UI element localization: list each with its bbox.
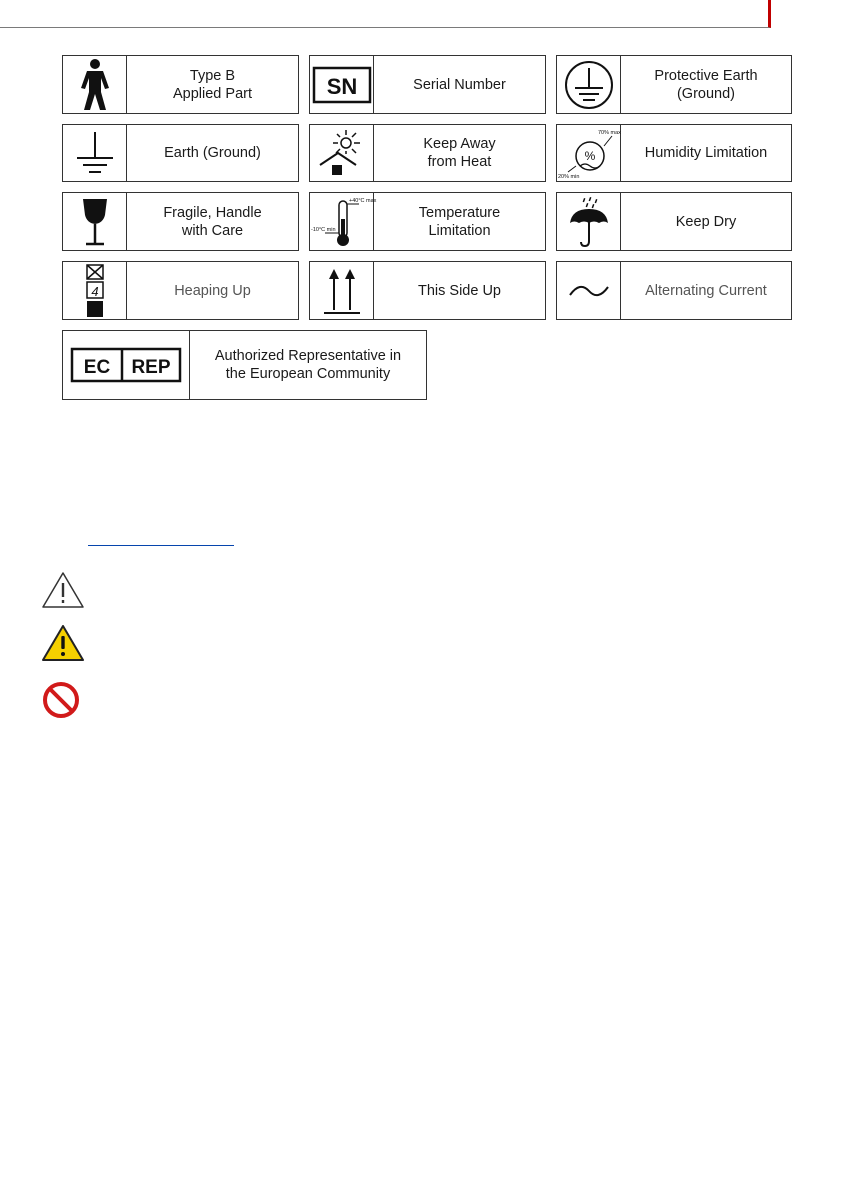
prohibited-icon xyxy=(41,680,81,720)
stack-limit-number: 4 xyxy=(90,283,99,299)
temperature-min-text: -10°C min xyxy=(310,226,336,233)
symbol-label: Keep Dry xyxy=(675,213,737,230)
serial-number-icon-text: SN xyxy=(326,73,357,99)
symbol-label: Serial Number xyxy=(413,76,506,93)
this-side-up-icon xyxy=(310,262,374,319)
stack-limit-icon xyxy=(63,262,127,319)
temperature-max-text: +40°C max xyxy=(348,197,376,204)
symbol-label: Heaping Up xyxy=(174,282,251,299)
symbol-earth-ground xyxy=(62,124,299,182)
symbol-label: Type B Applied Part xyxy=(173,67,252,102)
person-icon xyxy=(63,56,127,113)
symbol-heaping-up xyxy=(62,261,299,320)
symbol-temperature xyxy=(309,192,546,251)
symbol-label: Protective Earth (Ground) xyxy=(654,67,758,102)
svg-text:%: % xyxy=(584,149,595,163)
caution-yellow-icon xyxy=(41,624,85,662)
earth-ground-icon xyxy=(63,125,127,181)
symbol-label: Temperature Limitation xyxy=(418,204,501,239)
symbol-label: Keep Away from Heat xyxy=(423,136,496,170)
symbol-label: Alternating Current xyxy=(645,282,767,299)
symbol-label: Earth (Ground) xyxy=(164,145,261,161)
page-header-rule xyxy=(0,0,771,28)
thermometer-icon xyxy=(310,193,374,250)
ec-rep-ec-text: EC xyxy=(83,357,111,378)
serial-number-icon xyxy=(310,56,374,113)
humidity-max-text: 70% max xyxy=(597,130,621,136)
symbol-keep-away-heat xyxy=(309,124,546,182)
fragile-glass-icon xyxy=(63,193,127,250)
symbol-serial-number xyxy=(309,55,546,114)
symbol-label: Humidity Limitation xyxy=(644,145,768,161)
symbol-humidity xyxy=(556,124,792,182)
symbol-alternating-current xyxy=(556,261,792,320)
symbol-keep-dry xyxy=(556,192,792,251)
protective-earth-icon xyxy=(557,56,621,113)
symbol-type-b xyxy=(62,55,299,114)
alternating-current-icon xyxy=(557,262,621,319)
humidity-min-text: 20% min xyxy=(557,174,579,180)
umbrella-icon xyxy=(557,193,621,250)
symbol-label: Authorized Representative in the European Community xyxy=(214,348,402,382)
symbol-label: This Side Up xyxy=(417,282,501,299)
warning-outline-icon xyxy=(41,571,85,609)
hyperlink-underline[interactable] xyxy=(88,545,234,546)
symbol-protective-earth xyxy=(556,55,792,114)
humidity-icon xyxy=(557,125,621,181)
symbol-fragile xyxy=(62,192,299,251)
ec-rep-icon xyxy=(63,331,190,399)
symbol-this-side-up xyxy=(309,261,546,320)
symbol-ec-rep xyxy=(62,330,427,400)
keep-away-heat-icon xyxy=(310,125,374,181)
symbol-label: Fragile, Handle with Care xyxy=(163,204,262,239)
ec-rep-rep-text: REP xyxy=(131,357,171,378)
